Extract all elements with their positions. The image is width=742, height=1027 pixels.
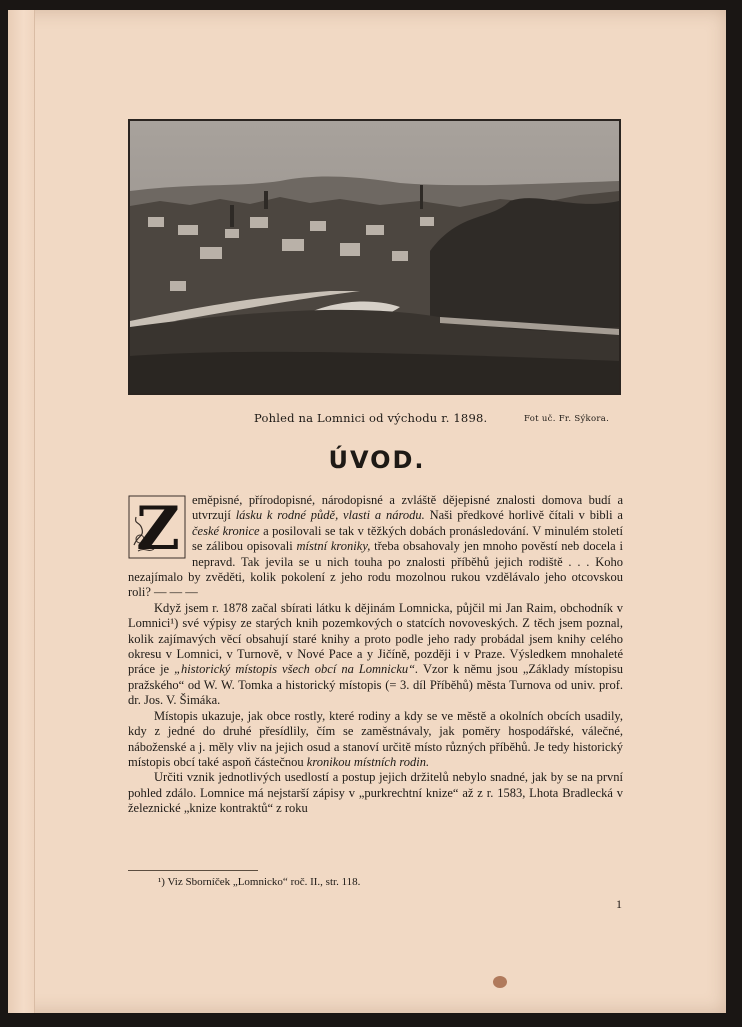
p3-emphasis-local-families: kronikou místních rodin. (306, 754, 430, 769)
p2-text-a: Když jsem r. 1878 začal sbírati látku k dějinám Lomnicka, půjčil mi Jan Raim, obchodník v Lomnici¹) své výpisy ze starých knih pozemkových o statcích novoveských. Z těch jsem poznal, kolik zajímavých věcí obsahují staré knihy a proto podle jeho rady probádal jsem knihy celého okresu v Lomnici, v Turnově, v Nové Pace a y Jičíně, později i v Praze. Výsledkem mnohaleté práce je (128, 600, 623, 677)
photo-caption: Pohled na Lomnici od východu r. 1898. (254, 411, 488, 425)
book-page (8, 10, 726, 1013)
body-text (128, 493, 623, 817)
ornamental-dropcap (128, 495, 186, 559)
footnote: ¹) Viz Sborníček „Lomnicko“ roč. II., str. 118. (158, 876, 361, 888)
paragraph-1 (128, 493, 623, 601)
page-spine (8, 10, 35, 1013)
p1-text-g: třeba obsahovaly jen mnoho pověstí neb docela i nepravd. Tak jevila se u nich touha po znalosti příběhů jejich rodiště . . . Koho nezajímalo by zvěděti, kolik pokolení z jeho rodu mozolnou rukou vzdělávalo jeho otcovskou roli? — — — (128, 539, 624, 600)
photo-credit: Fot uč. Fr. Sýkora. (524, 414, 610, 424)
p1-emphasis-czech-chronicle: české kronice (192, 523, 260, 538)
paper-damage-spot (493, 976, 507, 988)
footnote-divider (128, 870, 258, 871)
p2-text-c: Vzor k němu jsou „Základy místopisu pražského“ od W. W. Tomka a historický místopis (= 3. díl Příběhů) města Turnova od univ. prof. dr. Jos. V. Šimáka. (128, 662, 624, 708)
paragraph-2 (128, 601, 623, 709)
paragraph-4 (128, 770, 623, 816)
town-photograph (128, 119, 621, 395)
p2-emphasis-historical-topography: „historický místopis všech obcí na Lomnicku“. (174, 662, 419, 677)
p3-text-a: Místopis ukazuje, jak obce rostly, které rodiny a kdy se ve městě a okolních obcích usadily, kdy z jedné do druhé přesídlily, čím se zaměstnávaly, jak poměry hospodářské, válečné, náboženské a j. měly vliv na jejich osud a stanoví určitě místo různých příběhů. Je tedy historický místopis obcí také aspoň částečnou (128, 708, 623, 769)
p1-emphasis-love-of-land: lásku k rodné půdě, vlasti a národu. (235, 508, 425, 523)
dropcap-letter: Z (136, 495, 180, 559)
p1-text-e: a posilovali se tak v těžkých dobách pronásledování. V minulém století se zálibou opisovali (192, 523, 624, 554)
p1-emphasis-local-chronicles: místní kroniky, (296, 539, 371, 554)
chapter-heading: ÚVOD. (328, 446, 426, 474)
p1-text-a: eměpisné, přírodopisné, národopisné a zvláště dějepisné znalosti domova budí a utvrzují (192, 493, 623, 523)
p4-text-a: Určiti vznik jednotlivých usedlostí a postup jejich držitelů nebylo snadné, jak by se na první pohled zdálo. Lomnice má nejstarší zápisy v „purkrechtní knize“ až z r. 1583, Lhota Bradlecká v železnické „knize kontraktů“ z roku (128, 770, 623, 816)
page-number: 1 (616, 897, 622, 911)
paragraph-3 (128, 709, 623, 771)
p1-text-c: Naši předkové horlivě čítali v bibli a (424, 508, 623, 523)
